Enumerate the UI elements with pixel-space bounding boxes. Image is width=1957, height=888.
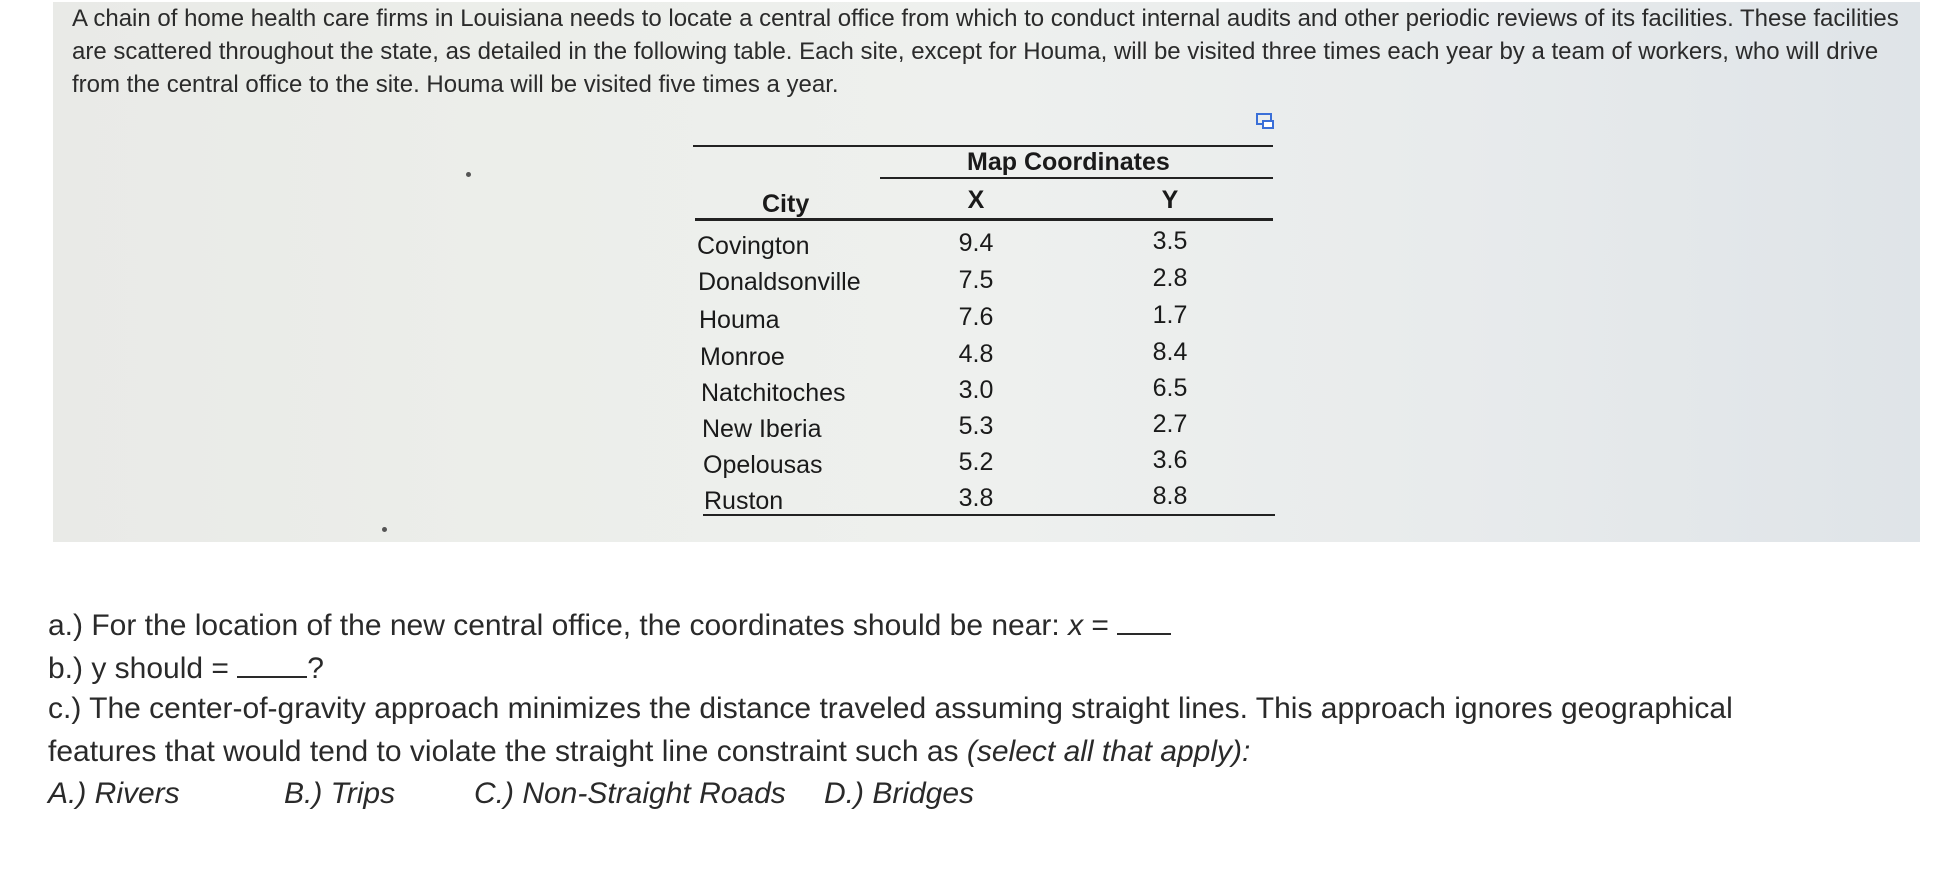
question-b-suffix: ?	[307, 652, 324, 685]
answer-y-blank[interactable]	[237, 648, 307, 678]
table-cell-x: 7.6	[958, 303, 994, 331]
question-a-equals: =	[1083, 609, 1118, 642]
column-header-city: City	[762, 190, 810, 218]
table-cell-y: 2.7	[1152, 410, 1188, 438]
option-b-trips[interactable]: B.) Trips	[284, 777, 396, 810]
table-cell-city: Donaldsonville	[698, 268, 861, 296]
table-cell-city: Houma	[699, 306, 780, 334]
group-header-map-coordinates: Map Coordinates	[967, 148, 1170, 176]
question-c-instruction: (select all that apply):	[966, 735, 1251, 768]
problem-intro: A chain of home health care firms in Louisiana needs to locate a central office from which to conduct internal audits and other periodic reviews of its facilities. These facilities are scattered throughout the state, as detailed in the following table. Each site, except for Houma, will be visited three times each year by a team of workers, who will drive from the central office to the site. Houma will be visited five times a year.	[72, 5, 1899, 98]
column-header-x: X	[967, 186, 985, 214]
table-cell-city: New Iberia	[702, 415, 822, 443]
expand-window-icon[interactable]	[1256, 113, 1276, 130]
table-cell-city: Opelousas	[703, 451, 823, 479]
table-cell-y: 3.5	[1152, 227, 1188, 255]
table-cell-y: 8.8	[1152, 482, 1188, 510]
table-bottom-rule	[703, 514, 1275, 516]
table-cell-city: Monroe	[700, 343, 785, 371]
question-c-text: features that would tend to violate the straight line constraint such as	[48, 735, 967, 768]
question-a-variable: x	[1068, 609, 1084, 642]
speck	[466, 172, 471, 177]
option-a-rivers[interactable]: A.) Rivers	[48, 777, 180, 810]
option-d-bridges[interactable]: D.) Bridges	[824, 777, 975, 810]
question-c-line-2	[48, 734, 1250, 770]
answer-options	[48, 776, 974, 812]
table-cell-x: 3.8	[958, 484, 994, 512]
table-cell-y: 6.5	[1152, 374, 1188, 402]
answer-x-blank[interactable]	[1117, 605, 1171, 635]
question-b	[48, 648, 324, 687]
table-cell-x: 3.0	[958, 376, 994, 404]
option-c-non-straight-roads[interactable]: C.) Non-Straight Roads	[474, 777, 786, 810]
table-cell-y: 2.8	[1152, 264, 1188, 292]
question-b-text: b.) y should =	[48, 652, 238, 685]
table-cell-y: 3.6	[1152, 446, 1188, 474]
table-cell-x: 5.2	[958, 448, 994, 476]
question-c-line-1: c.) The center-of-gravity approach minimizes the distance traveled assuming straight lines. This approach ignores geographical	[48, 692, 1733, 725]
group-header-rule	[880, 177, 1273, 179]
table-cell-city: Natchitoches	[701, 379, 846, 407]
column-header-y: Y	[1161, 186, 1179, 214]
speck	[382, 527, 387, 532]
table-cell-x: 4.8	[958, 340, 994, 368]
table-cell-x: 5.3	[958, 412, 994, 440]
table-cell-x: 7.5	[958, 266, 994, 294]
table-cell-y: 8.4	[1152, 338, 1188, 366]
question-a	[48, 605, 1171, 644]
table-cell-y: 1.7	[1152, 301, 1188, 329]
table-cell-city: Covington	[697, 232, 810, 260]
table-cell-city: Ruston	[704, 487, 784, 515]
question-a-text: a.) For the location of the new central office, the coordinates should be near:	[48, 609, 1069, 642]
table-cell-x: 9.4	[958, 229, 994, 257]
